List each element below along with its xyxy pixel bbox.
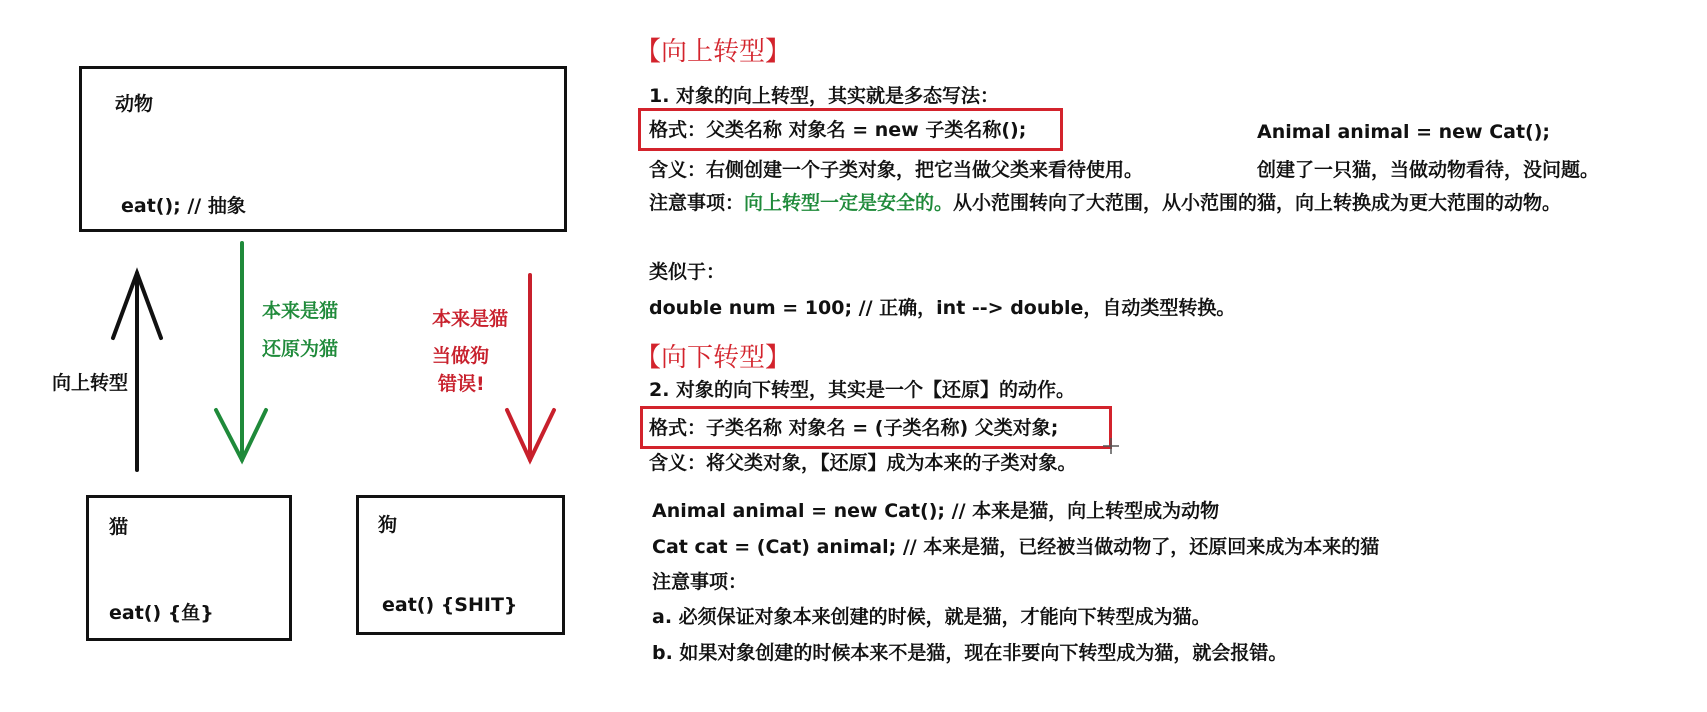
downcast-format: 格式：子类名称 对象名 = (子类名称) 父类对象; (649, 417, 1059, 439)
dog-box-method: eat() {SHIT} (382, 594, 518, 616)
animal-box-method: eat(); // 抽象 (121, 195, 246, 217)
upcast-double-line: double num = 100; // 正确，int --> double，自动类型转换。 (649, 297, 1236, 319)
upcast-label: 向上转型 (52, 372, 129, 394)
downcast-section-title: 【向下转型】 (635, 343, 792, 373)
downcast-note-b: b. 如果对象创建的时候本来不是猫，现在非要向下转型成为猫，就会报错。 (652, 642, 1288, 664)
green-down-arrow (216, 243, 266, 460)
green-label-line1: 本来是猫 (262, 300, 339, 322)
downcast-meaning: 含义：将父类对象，【还原】成为本来的子类对象。 (649, 452, 1077, 474)
upcast-meaning-note: 创建了一只猫，当做动物看待，没问题。 (1257, 159, 1600, 181)
upcast-notice-safe: 向上转型一定是安全的。 (744, 192, 954, 214)
animal-box-title: 动物 (115, 93, 154, 115)
cat-box-title: 猫 (109, 516, 129, 538)
upcast-similar: 类似于： (649, 261, 726, 283)
red-down-arrow (507, 275, 554, 460)
cursor-icon (1101, 436, 1121, 456)
red-label-line3: 错误! (438, 373, 485, 395)
upcast-meaning: 含义：右侧创建一个子类对象，把它当做父类来看待使用。 (649, 159, 1144, 181)
red-label-line2: 当做狗 (432, 345, 490, 367)
downcast-note-a: a. 必须保证对象本来创建的时候，就是猫，才能向下转型成为猫。 (652, 606, 1211, 628)
upcast-section-title: 【向上转型】 (635, 37, 792, 67)
downcast-notice: 注意事项： (652, 571, 748, 593)
upcast-notice-rest: 从小范围转向了大范围，从小范围的猫，向上转换成为更大范围的动物。 (953, 192, 1562, 214)
upcast-notice-prefix: 注意事项： (649, 192, 745, 214)
upcast-line1: 1. 对象的向上转型，其实就是多态写法： (649, 85, 1000, 107)
downcast-code2: Cat cat = (Cat) animal; // 本来是猫，已经被当做动物了，还原回来成为本来的猫 (652, 536, 1380, 558)
upcast-notice (649, 191, 1561, 215)
dog-box-title: 狗 (378, 514, 398, 536)
upcast-example-code: Animal animal = new Cat(); (1257, 121, 1551, 143)
red-label-line1: 本来是猫 (432, 308, 509, 330)
downcast-code1: Animal animal = new Cat(); // 本来是猫，向上转型成为动物 (652, 500, 1220, 522)
cat-box-method: eat() {鱼} (109, 602, 214, 624)
green-label-line2: 还原为猫 (262, 338, 339, 360)
downcast-line1: 2. 对象的向下转型，其实是一个【还原】的动作。 (649, 379, 1076, 401)
upcast-format: 格式：父类名称 对象名 = new 子类名称(); (649, 119, 1027, 141)
